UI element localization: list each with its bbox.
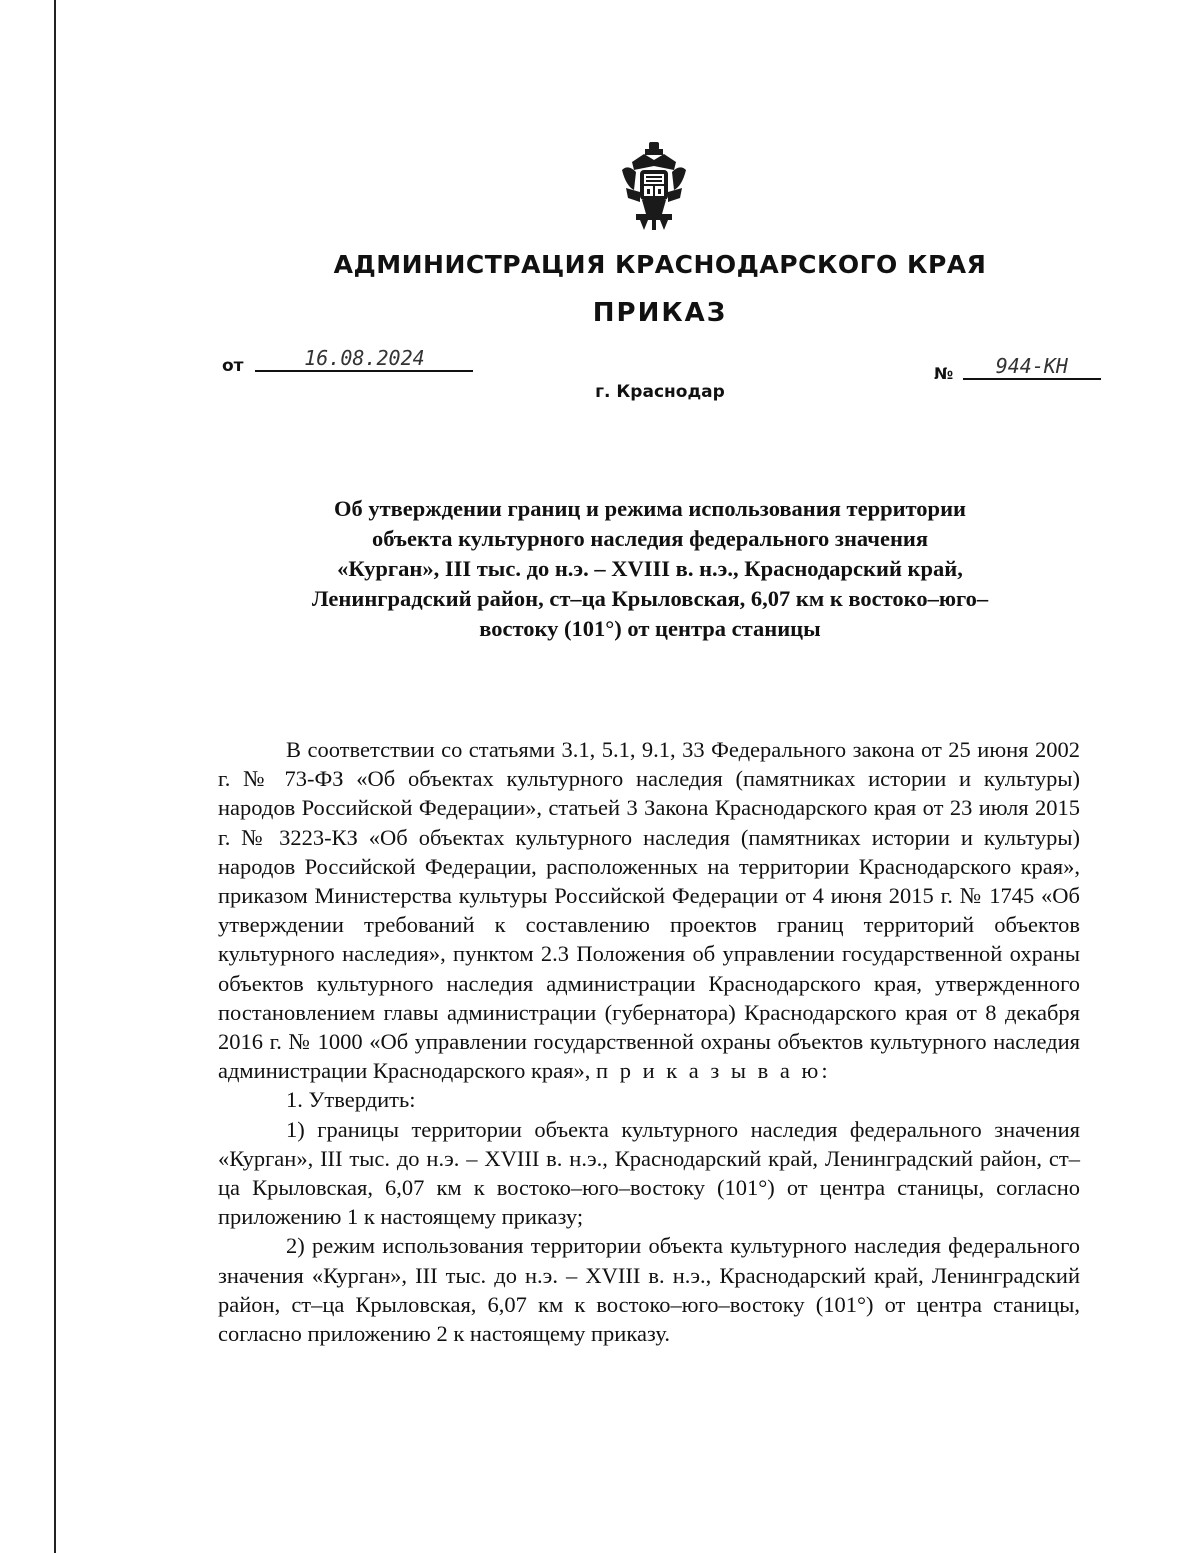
preamble-paragraph <box>218 735 1080 1085</box>
coat-of-arms-icon <box>618 140 690 232</box>
city: г. Краснодар <box>595 382 725 402</box>
date-row <box>222 346 473 378</box>
subject-line: Об утверждении границ и режима использования территории <box>333 496 967 521</box>
date-value: 16.08.2024 <box>255 346 473 372</box>
item-1-heading: 1. Утвердить: <box>286 1087 416 1113</box>
page-edge-line <box>54 0 56 1553</box>
subject-line: «Курган», III тыс. до н.э. – XVIII в. н.э., Краснодарский край, <box>337 556 963 581</box>
subject-line: объекта культурного наследия федерального значения <box>371 526 929 551</box>
organization-name: АДМИНИСТРАЦИЯ КРАСНОДАРСКОГО КРАЯ <box>333 250 987 279</box>
subject-line: востоку (101°) от центра станицы <box>479 616 821 641</box>
preamble-text: В соответствии со статьями 3.1, 5.1, 9.1, 33 Федерального закона от 25 июня 2002 г. № 73-ФЗ «Об объектах культурного наследия (памятниках истории и культуры) народов Российской Федерации», статьей 3 Закона Краснодарского края от 23 июля 2015 г. № 3223-КЗ «Об объектах культурного наследия (памятниках истории и культуры) народов Российской Федерации, расположенных на территории Краснодарского края», приказом Министерства культуры Российской Федерации от 4 июня 2015 г. № 1745 «Об утверждении требований к составлению проектов границ территорий объектов культурного наследия», пунктом 2.3 Положения об управлении государственной охраны объектов культурного наследия администрации Краснодарского края, утвержденного постановлением главы администрации (губернатора) Краснодарского края от 8 декабря 2016 г. № 1000 «Об управлении государственной охраны объектов культурного наследия администрации Краснодарского края», <box>218 737 1080 1084</box>
item-1-2: 2) режим использования территории объекта культурного наследия федерального значения «Курган», III тыс. до н.э. – XVIII в. н.э., Краснодарский край, Ленинградский район, ст–ца Крыловская, 6,07 км к востоко–юго–востоку (101°) от центра станицы, согласно приложению 2 к настоящему приказу. <box>218 1233 1080 1347</box>
document-body <box>218 735 1080 1348</box>
subject-line: Ленинградский район, ст–ца Крыловская, 6,07 км к востоко–юго– <box>311 586 989 611</box>
number-prefix: № <box>934 364 954 383</box>
item-1-1: 1) границы территории объекта культурного наследия федерального значения «Курган», III тыс. до н.э. – XVIII в. н.э., Краснодарский край, Ленинградский район, ст–ца Крыловская, 6,07 км к востоко–юго–востоку (101°) от центра станицы, согласно приложению 1 к настоящему приказу; <box>218 1116 1080 1230</box>
document-type: ПРИКАЗ <box>592 298 728 328</box>
document-subject <box>240 494 1060 644</box>
order-word: п р и к а з ы в а ю: <box>596 1058 831 1084</box>
number-value: 944-КН <box>963 354 1101 380</box>
date-prefix: от <box>222 356 244 376</box>
